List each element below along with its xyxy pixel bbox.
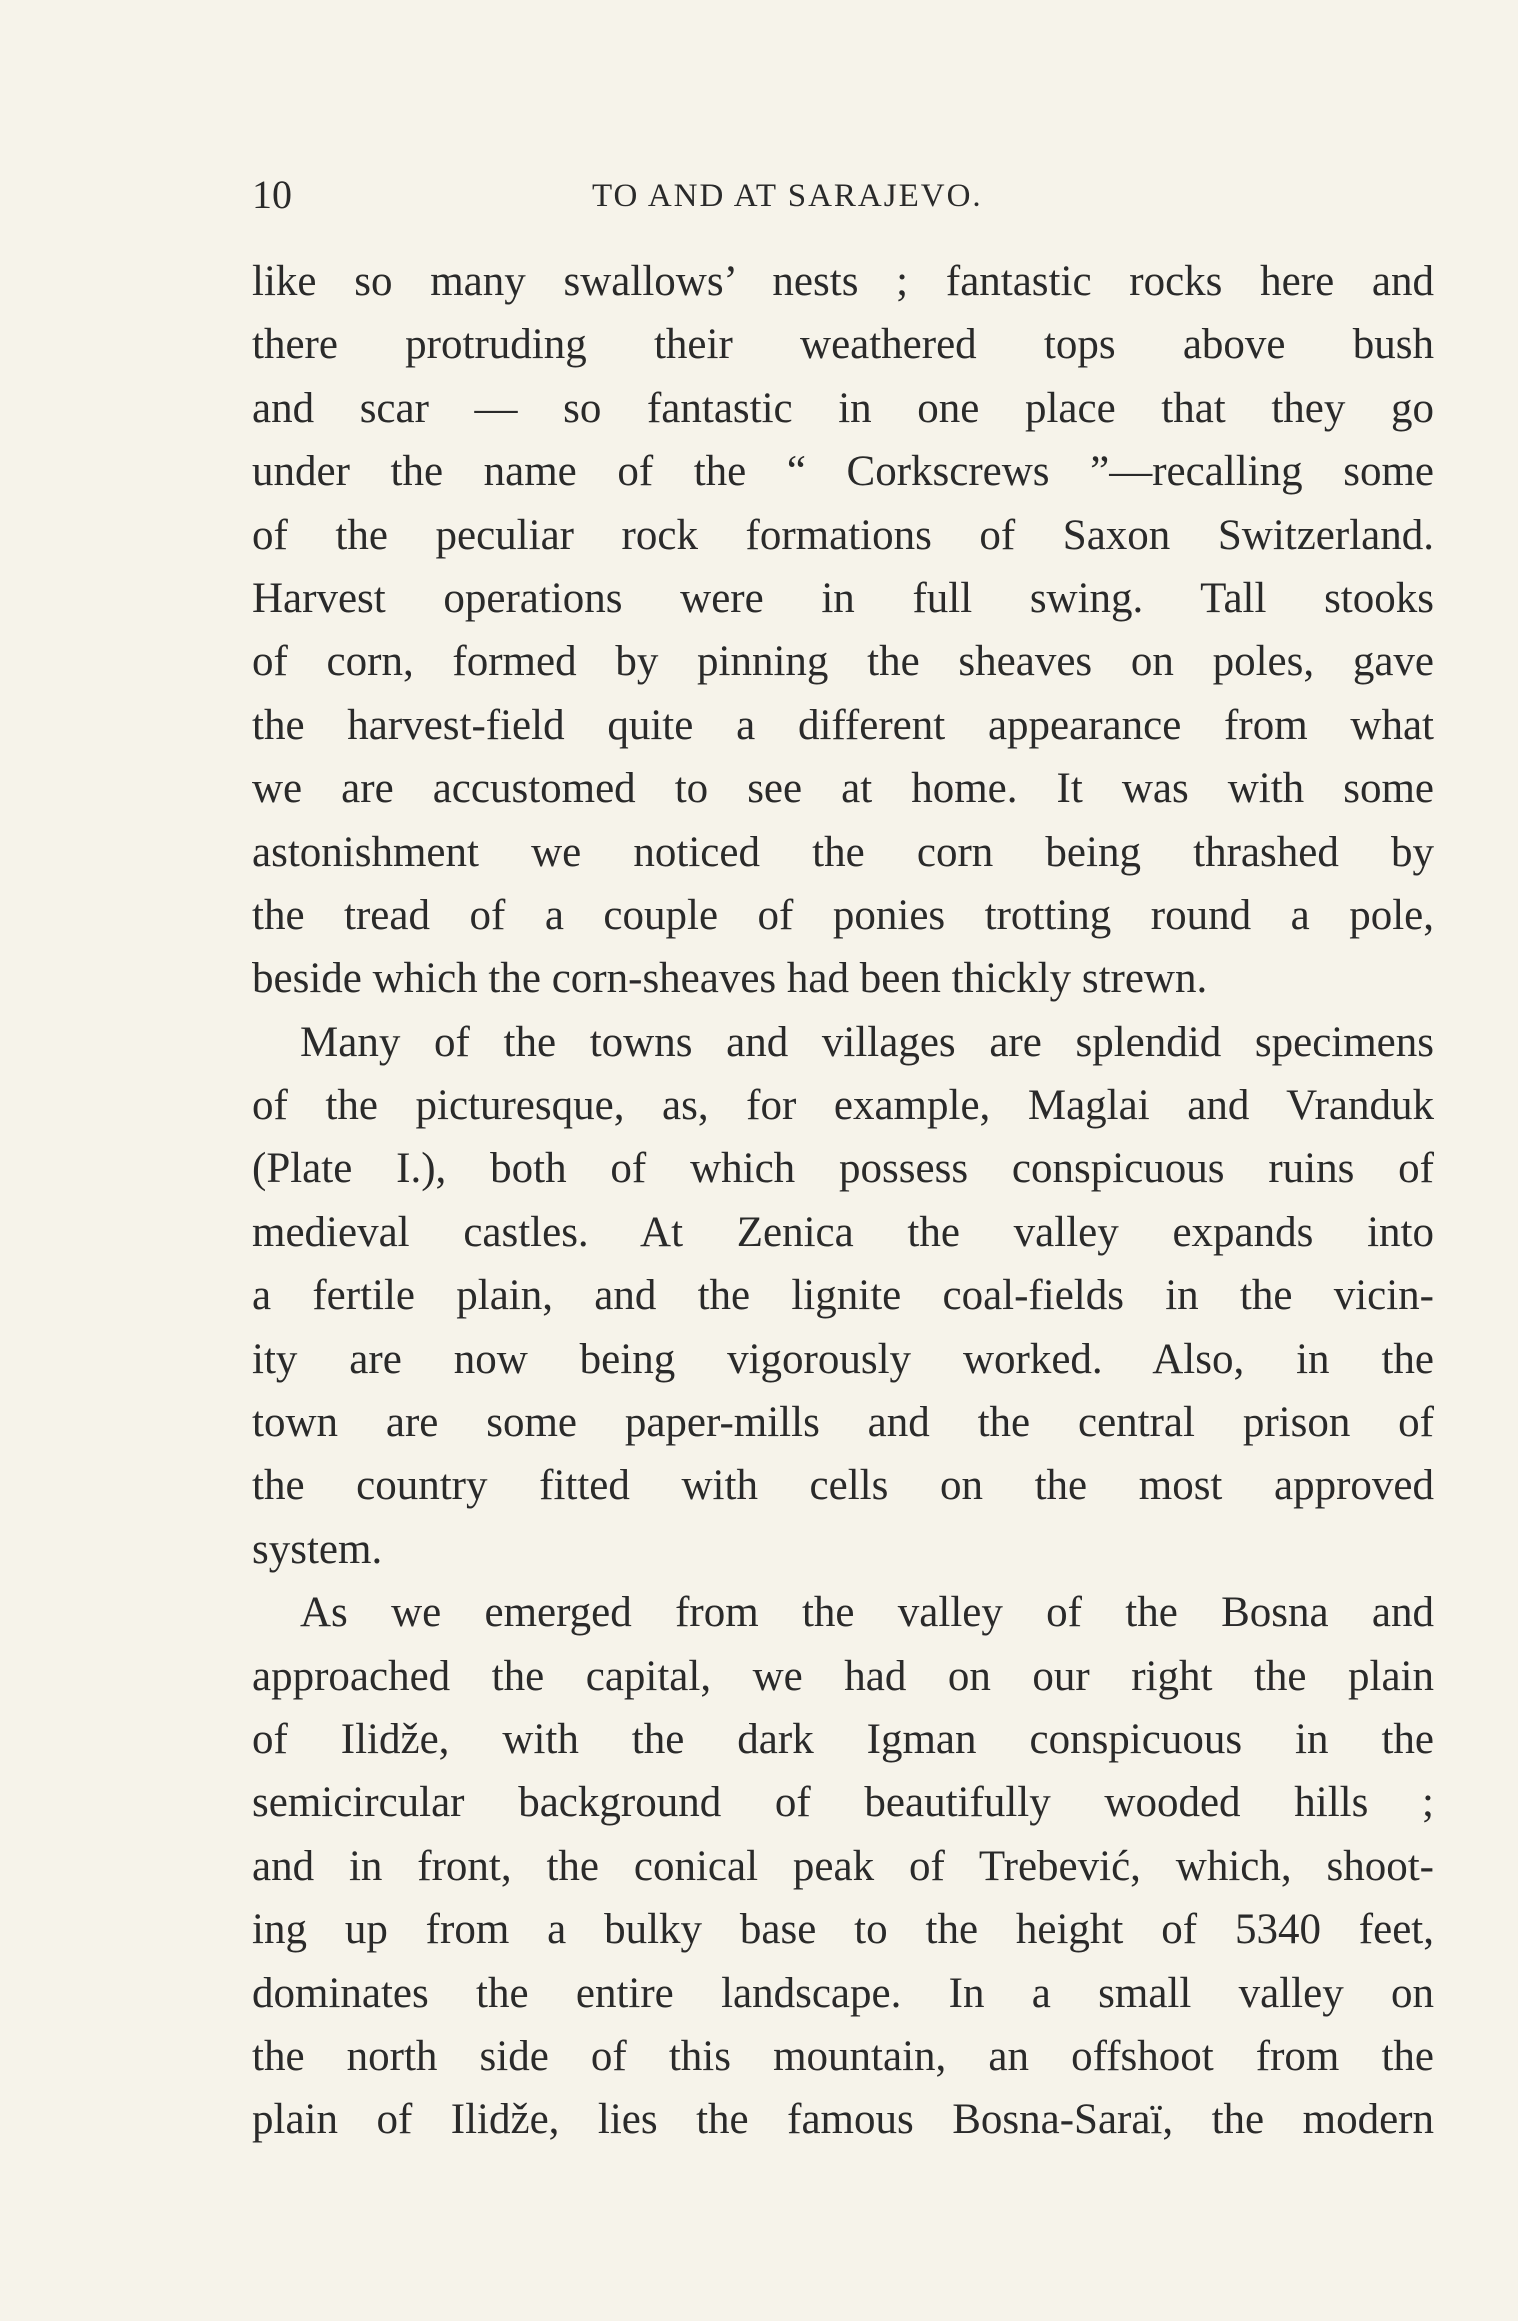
text-line: town are some paper-mills and the central prison of [252,1399,1434,1447]
text-line: astonishment we noticed the corn being thrashed by [252,828,1434,876]
text-line: the tread of a couple of ponies trotting round a pole, [252,891,1434,939]
text-line: system. [252,1525,383,1573]
page-header [252,170,1434,220]
text-line: Many of the towns and villages are splendid specimens [300,1018,1434,1066]
running-head: TO AND AT SARAJEVO. [592,178,983,214]
text-line: a fertile plain, and the lignite coal-fields in the vicin- [252,1272,1434,1320]
text-line: there protruding their weathered tops above bush [252,321,1434,369]
text-line: of corn, formed by pinning the sheaves on poles, gave [252,638,1434,686]
text-line: under the name of the “ Corkscrews ”—recalling some [252,448,1434,496]
text-line: the north side of this mountain, an offshoot from the [252,2032,1434,2080]
page-number: 10 [252,172,292,217]
text-line: of Ilidže, with the dark Igman conspicuous in the [252,1715,1434,1763]
text-line: beside which the corn-sheaves had been thickly strewn. [252,955,1208,1003]
text-line: Harvest operations were in full swing. Tall stooks [252,574,1434,622]
text-line: (Plate I.), both of which possess conspicuous ruins of [252,1145,1434,1193]
text-line: of the peculiar rock formations of Saxon Switzerland. [252,511,1434,559]
text-line: we are accustomed to see at home. It was with some [252,765,1434,813]
text-line: and scar — so fantastic in one place that they go [252,384,1434,432]
text-line: ity are now being vigorously worked. Also, in the [252,1335,1434,1383]
text-line: the harvest-field quite a different appearance from what [252,701,1434,749]
body-text [252,250,1434,2152]
text-line: dominates the entire landscape. In a small valley on [252,1969,1434,2017]
text-line: and in front, the conical peak of Trebević, which, shoot- [252,1842,1434,1890]
text-line: the country fitted with cells on the most approved [252,1462,1434,1510]
text-line: approached the capital, we had on our right the plain [252,1652,1434,1700]
text-line: ing up from a bulky base to the height of 5340 feet, [252,1906,1434,1954]
text-line: of the picturesque, as, for example, Maglai and Vranduk [252,1082,1434,1130]
text-line: plain of Ilidže, lies the famous Bosna-Saraï, the modern [252,2096,1434,2144]
text-line: like so many swallows’ nests ; fantastic rocks here and [252,258,1434,305]
text-line: medieval castles. At Zenica the valley expands into [252,1208,1434,1256]
text-line: semicircular background of beautifully wooded hills ; [252,1779,1434,1827]
text-line: As we emerged from the valley of the Bosna and [300,1589,1434,1637]
